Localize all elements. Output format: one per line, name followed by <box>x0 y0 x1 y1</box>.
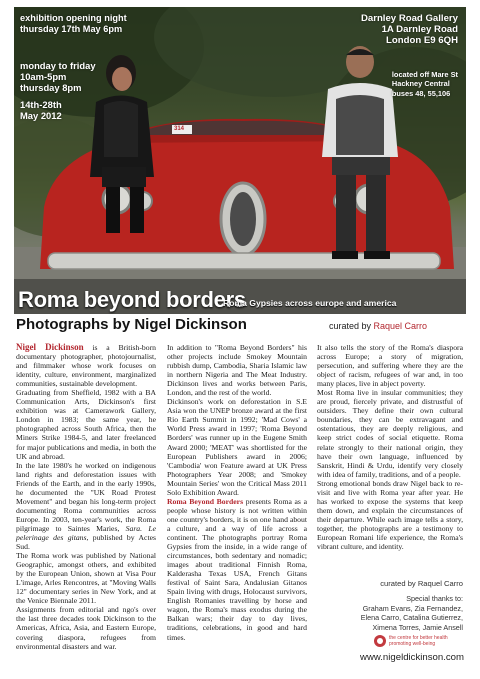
sponsor-name: the centre for better health <box>389 635 448 641</box>
awards: Dickinson's work on deforestation in S.E Asia won the UNEP bronze award at the first Rio Earth Summit in 1992; 'Mad Cows' a World Press award in 1997; 'Roma Beyond Borders' was runner up in the Eugene Smith Award 2000; 'MEAT' was shortlisted for the European Publishers award in 2006; 'Cambodia' won Feature award at UK Press Photographers Year 2008; and 'Smokey Mountain Series' won the Critical Mass 2011 Solo Exhibition Award. <box>167 397 307 497</box>
bio-intro <box>16 343 156 388</box>
car-plate: 314 <box>174 126 185 132</box>
gallery-city: London E9 6QH <box>386 35 458 47</box>
gallery-name: Darnley Road Gallery <box>360 13 458 24</box>
bio-education: Graduating from Sheffield, 1982 with a BA Communication Arts, Dickinson's first exhibition was at Camerawork Gallery, London in 1983; the same year, he photographed across South Africa, then the Miners Strike 1984-5, and later freelanced for major publications and media, in both the UK and abroad. <box>16 388 156 461</box>
bio-assignments: Assignments from editorial and ngo's over the last three decades took Dickinson to the Americas, Africa, Asia, and Eastern Europe, covering diaspora, refugees from environmental disasters and war. <box>16 605 156 651</box>
exhibition-subtitle: Roma Gypsies across europe and america <box>223 298 397 308</box>
sponsor-tagline: promoting well-being <box>389 641 436 647</box>
curated-prefix: curated by <box>329 321 374 331</box>
diaspora-story: It also tells the story of the Roma's diaspora across Europe; a story of migration, persecution, and suffering where they are the object of racism, refugees of war and, in too many places, live in abject poverty. <box>317 343 463 389</box>
curator-credit-bottom <box>317 579 463 588</box>
other-projects: In addition to "Roma Beyond Borders" his other projects include Smokey Mountain rubbish dump, Cambodia, Sharia Islamic law in northern Nigeria and The Meat Industry. Dickinson lives and works between Paris, London, and the rest of the world. <box>167 343 307 398</box>
bio-column <box>16 343 156 651</box>
curator-name-bottom: Raquel Carro <box>417 579 463 588</box>
thanks-names-3: Ximena Torres, Jamie Ansell <box>372 622 463 632</box>
roma-culture: Most Roma live in insular communities; they are proud, fiercely private, and distrustful of outsiders. They define their own cultural boundaries, they can be extravagant and ostentatious, they are deeply religious, and keep strict codes of social etiquette. Roma relate strongly to their national origin, they have their own language, influenced by Sanskrit, Hindi & Urdu, identify very closely with idea of family, traditions, and of a people. <box>317 388 463 479</box>
curated-prefix-bottom: curated by <box>380 579 418 588</box>
bio-projects-publisher: , published by Actes Sud. <box>16 532 156 552</box>
opening-night-info <box>20 13 127 34</box>
exhibition-dates <box>20 100 62 122</box>
directions-street: located off Mare St <box>391 70 458 79</box>
bio-projects-text: In the late 1980's he worked on indigenous land rights and deforestation issues with Friends of the Earth, and in the early 1990s, he documented the "UK Road Protest Movement" and began his long-term project documenting Roma communities across Europe. In 2003, ten-year's work, the Roma pilgrimage to Saintes Maries, <box>16 460 156 533</box>
sponsor-logo <box>374 635 464 647</box>
hours-days: monday to friday <box>20 60 96 71</box>
directions-station: Hackney Central <box>391 79 450 89</box>
photographer-credit: Photographs by Nigel Dickinson <box>16 316 247 333</box>
gallery-street: 1A Darnley Road <box>381 24 458 36</box>
projects-column <box>167 343 307 642</box>
sponsor-logo-icon <box>374 635 386 647</box>
photographer-motivation: Strong emotional bonds draw Nigel back to re-visit and live with Roma year after year. He has worked to expose the systems that keep them down, and explain the circumstances of their departure. While each image tells a story, together, the photographs are a testimony to European Romani life experience, the Roma's vibrant culture, and identity. <box>317 478 463 552</box>
opening-night-label: exhibition opening night <box>20 13 127 23</box>
bio-name: Nigel Dickinson <box>16 342 84 352</box>
opening-hours <box>20 61 96 93</box>
dates-month: May 2012 <box>20 109 62 121</box>
special-thanks-label: Special thanks to: <box>406 594 463 604</box>
opening-night-date: thursday 17th May 6pm <box>20 23 123 34</box>
story-column <box>317 343 463 551</box>
exhibition-name-highlight: Roma Beyond Borders <box>167 496 244 506</box>
directions-buses: buses 48, 55,106 <box>391 88 451 98</box>
exhibition-photo <box>14 7 466 314</box>
gallery-directions <box>392 70 458 98</box>
photo-illustration <box>14 7 466 314</box>
curator-credit-top <box>329 321 427 331</box>
thanks-names-1: Graham Evans, Zia Fernandez, <box>362 603 463 613</box>
exhibition-title: Roma beyond borders <box>18 287 246 312</box>
exhibition-description-text: presents Roma as a people whose history is not written within one country's borders, it is on one hand about a culture, and a way of life across a continent. The photographs portray Roma Gypsies from the inside, in a wide range of circumstances, both sedentary and nomadic; images about traditional Finnish Roma, Kalderasha Texas USA, French Gitans festival of Saint Sara, Andalusian Gitanos Spain living with drugs, Holocaust survivors, English Romanies travelling by horse and wagon, the Roma's mass exodus during the Balkan wars; their day to day lives, traditions, celebrations, in good and hard times. <box>167 496 307 642</box>
credits-block <box>317 579 463 632</box>
book-title: Sara. Le pelerinage des gitans <box>16 523 156 542</box>
bio-projects <box>16 461 156 551</box>
website-link[interactable]: www.nigeldickinson.com <box>360 652 464 663</box>
thanks-names-2: Elena Carro, Catalina Gutierrez, <box>360 613 463 623</box>
bio-intro-text: is a British-born documentary photographer, photojournalist, and filmmaker whose work focuses on identity, culture, environment, marginalized communities, sustainable development. <box>16 343 156 389</box>
gallery-address <box>361 13 458 46</box>
sponsor-logo-text <box>389 635 448 647</box>
exhibition-description <box>167 497 307 642</box>
hours-time: 10am-5pm <box>20 70 67 82</box>
curator-name: Raquel Carro <box>373 321 428 331</box>
bio-publications: The Roma work was published by National Geographic, amongst others, and exhibited by the European Union, shown at Visa Pour L'image, Arles Rencontres, at "Moving Walls 12" documentary series in New York, and at the Venice Biennale 2011. <box>16 551 156 606</box>
hours-thursday: thursday 8pm <box>20 81 82 93</box>
dates-range: 14th-28th <box>20 99 62 110</box>
